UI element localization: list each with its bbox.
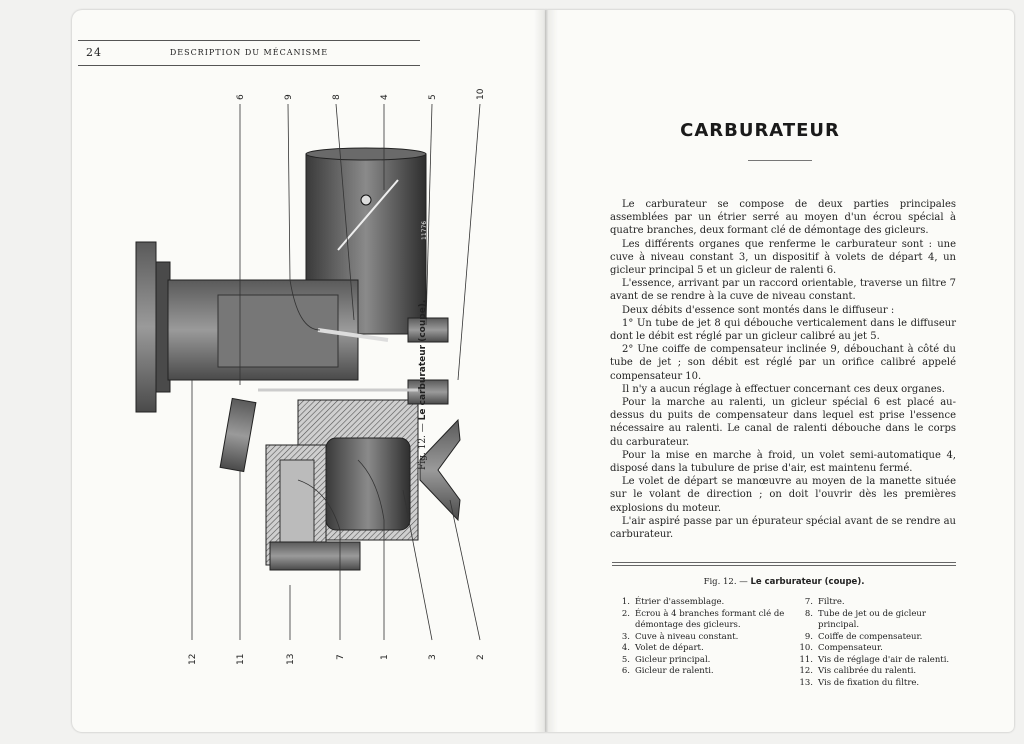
paragraph: Le carburateur se compose de deux parties principales assemblées par un étrier serré au moyen d'un écrou spécial à quatre branches, deux formant clé de démontage des gicleurs.	[610, 199, 956, 237]
body-text	[610, 198, 956, 541]
figure-caption-title: Le carburateur (coupe).	[418, 299, 428, 421]
running-title: DESCRIPTION DU MÉCANISME	[169, 48, 329, 57]
legend-title	[612, 577, 956, 587]
legend-item: 13. Vis de fixation du filtre.	[799, 677, 920, 688]
legend-item: 10. Compensateur.	[799, 643, 883, 653]
paragraph: 2° Une coiffe de compensateur inclinée 9, débouchant à côté du tube de jet ; son débit est réglé par un orifice calibré appelé compensateur 10.	[610, 344, 956, 382]
callout-bottom-1: 1	[380, 654, 390, 660]
legend-rule-top	[612, 562, 956, 563]
legend-item: 1. Étrier d'assemblage.	[621, 597, 725, 607]
running-head	[78, 40, 420, 66]
callout-top-9: 9	[284, 94, 294, 100]
figure-caption-prefix: Fig. 12. —	[418, 423, 428, 470]
callout-bottom-13: 13	[286, 653, 296, 665]
callout-bottom-12: 12	[188, 653, 198, 665]
paragraph: L'essence, arrivant par un raccord orientable, traverse un filtre 7 avant de se rendre à la cuve de niveau constant.	[610, 278, 956, 303]
carburetor-cross-section-figure	[58, 80, 486, 680]
chapter-title: CARBURATEUR	[680, 120, 840, 141]
callout-bottom-11: 11	[236, 653, 246, 665]
callout-bottom-2: 2	[476, 654, 486, 660]
legend-item: 3. Cuve à niveau constant.	[621, 631, 739, 642]
drawing-number: 11776	[421, 220, 428, 240]
legend-rule-bottom	[612, 565, 956, 566]
paragraph: Les différents organes que renferme le carburateur sont : une cuve à niveau constant 3, un dispositif à volets de départ 4, un gicleur principal 5 et un gicleur de ralenti 6.	[610, 238, 956, 277]
paragraph: L'air aspiré passe par un épurateur spécial avant de se rendre au carburateur.	[610, 515, 956, 541]
callout-top-8: 8	[332, 94, 342, 100]
title-rule	[748, 160, 812, 161]
callout-top-4: 4	[380, 94, 390, 100]
legend-column-left	[612, 597, 790, 678]
legend-column-right	[795, 597, 965, 689]
legend-item: 4. Volet de départ.	[621, 643, 704, 653]
carburetor-body	[136, 148, 460, 570]
legend-item: 2. Écrou à 4 branches formant clé de démontage des gicleurs.	[621, 608, 785, 630]
book-gutter	[534, 10, 558, 732]
paragraph: 1° Un tube de jet 8 qui débouche verticalement dans le diffuseur dont le débit est réglé par un gicleur calibré au jet 5.	[610, 317, 956, 343]
callout-top-10: 10	[476, 88, 486, 100]
paragraph: Il n'y a aucun réglage à effectuer concernant ces deux organes.	[622, 383, 945, 395]
legend-item: 12. Vis calibrée du ralenti.	[799, 666, 917, 676]
legend-item: 7. Filtre.	[804, 597, 845, 607]
paragraph: Pour la marche au ralenti, un gicleur spécial 6 est placé au-dessus du puits de compensateur dans lequel est prise l'essence nécessaire au ralenti. Le canal de ralenti débouche dans le corps du carburateur.	[610, 397, 956, 448]
legend-item: 9. Coiffe de compensateur.	[804, 631, 923, 642]
legend-item: 5. Gicleur principal.	[621, 654, 711, 665]
paragraph: Pour la mise en marche à froid, un volet semi-automatique 4, disposé dans la tubulure de prise d'air, est maintenu fermé.	[610, 449, 956, 475]
paragraph: Deux débits d'essence sont montés dans le diffuseur :	[622, 304, 895, 316]
callout-top-6: 6	[236, 94, 246, 100]
legend-title-prefix: Fig. 12. —	[703, 577, 748, 587]
paragraph: Le volet de départ se manœuvre au moyen de la manette située sur le volant de direction ; on doit l'ouvrir dès les premières explosions du moteur.	[610, 476, 956, 514]
callout-top-5: 5	[428, 94, 438, 100]
figure-caption	[418, 300, 428, 470]
page-number: 24	[86, 46, 102, 59]
legend-item: 6. Gicleur de ralenti.	[621, 666, 714, 676]
callout-bottom-7: 7	[336, 654, 346, 660]
legend-item: 8. Tube de jet ou de gicleur principal.	[804, 608, 926, 630]
legend-title-text: Le carburateur (coupe).	[750, 577, 865, 587]
callout-bottom-3: 3	[428, 654, 438, 660]
legend-item: 11. Vis de réglage d'air de ralenti.	[799, 654, 950, 665]
